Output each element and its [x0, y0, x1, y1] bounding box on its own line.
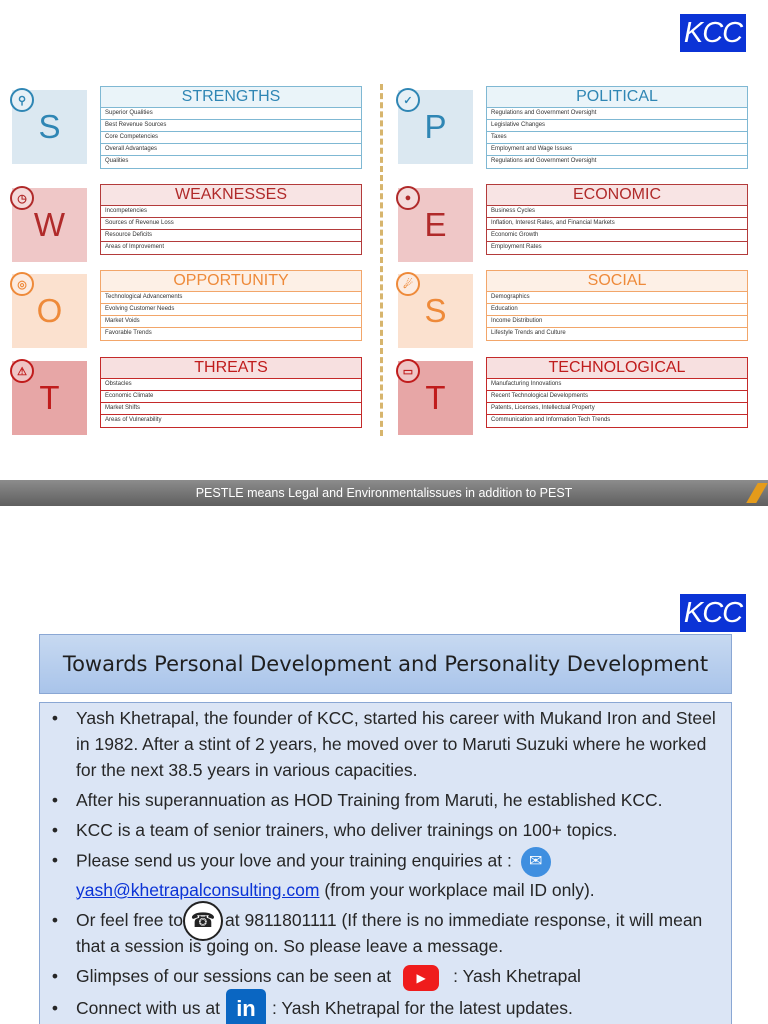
list-item: • Yash Khetrapal, the founder of KCC, started his career with Mukand Iron and Steel in 1982. After a stint of 2 years, he moved over to Maruti Suzuki where he worked for the next 38.5 years in various capacities.	[51, 708, 716, 780]
table-row: Overall Advantages	[101, 144, 361, 156]
target-icon: ◎	[10, 272, 34, 296]
table-row: Income Distribution	[487, 316, 747, 328]
linkedin-icon[interactable]: in	[226, 989, 266, 1024]
kcc-logo: KCC	[680, 594, 746, 632]
weaknesses-table	[100, 184, 362, 255]
table-row: Manufacturing Innovations	[487, 379, 747, 391]
bullet-list	[40, 703, 731, 1021]
about-slide	[0, 506, 768, 1024]
table-row: Lifestyle Trends and Culture	[491, 330, 566, 336]
trophy-icon: ⚲	[10, 88, 34, 112]
list-item: • Or feel free to ☎ at 9811801111 (If there is no immediate response, it will mean that a session is going on. So please leave a message.	[46, 907, 723, 959]
swot-pest-slide	[0, 0, 768, 506]
footer-bar	[0, 480, 768, 506]
table-row: Areas of Improvement	[105, 244, 165, 250]
table-row: Obstacles	[101, 379, 361, 391]
table-row: Demographics	[487, 292, 747, 304]
political-title: POLITICAL	[487, 87, 747, 108]
table-row: Economic Growth	[487, 230, 747, 242]
social-block	[398, 270, 750, 352]
warning-icon: ⚠	[10, 359, 34, 383]
email-link[interactable]: yash@khetrapalconsulting.com	[76, 880, 320, 900]
youtube-icon[interactable]: ▶	[403, 965, 439, 991]
opportunity-table	[100, 270, 362, 341]
table-row: Best Revenue Sources	[101, 120, 361, 132]
kcc-logo: KCC	[680, 14, 746, 52]
weaknesses-block	[12, 184, 364, 266]
table-row: Regulations and Government Oversight	[491, 158, 597, 164]
technological-table	[486, 357, 748, 428]
technological-title: TECHNOLOGICAL	[487, 358, 747, 379]
check-shield-icon: ✓	[396, 88, 420, 112]
phone-icon[interactable]: ☎	[183, 901, 223, 941]
technological-block	[398, 357, 750, 439]
footer-accent	[746, 483, 768, 503]
table-row: Qualities	[105, 158, 129, 164]
table-row: Employment Rates	[491, 244, 542, 250]
table-row: Sources of Revenue Loss	[101, 218, 361, 230]
threats-table	[100, 357, 362, 428]
social-table	[486, 270, 748, 341]
monitor-icon: ▭	[396, 359, 420, 383]
political-block	[398, 86, 750, 168]
table-row: Superior Qualities	[101, 108, 361, 120]
political-letter: P ✓	[398, 90, 473, 164]
table-row: Patents, Licenses, Intellectual Property	[487, 403, 747, 415]
table-row: Recent Technological Developments	[487, 391, 747, 403]
threats-letter: T ⚠	[12, 361, 87, 435]
social-letter: S ☄	[398, 274, 473, 348]
clock-icon: ◷	[10, 186, 34, 210]
list-item: • Connect with us at in : Yash Khetrapal for the latest updates.	[46, 995, 723, 1021]
economic-table	[486, 184, 748, 255]
coins-icon: ●	[396, 186, 420, 210]
list-item: • KCC is a team of senior trainers, who deliver trainings on 100+ topics.	[51, 820, 618, 840]
social-title: SOCIAL	[487, 271, 747, 292]
political-table	[486, 86, 748, 169]
list-item: • After his superannuation as HOD Training from Maruti, he established KCC.	[51, 790, 663, 810]
table-row: Technological Advancements	[101, 292, 361, 304]
strengths-block	[12, 86, 364, 168]
column-divider	[380, 84, 383, 436]
table-row: Regulations and Government Oversight	[487, 108, 747, 120]
economic-title: ECONOMIC	[487, 185, 747, 206]
slide-title: Towards Personal Development and Personality Development	[39, 634, 732, 694]
opportunity-title: OPPORTUNITY	[101, 271, 361, 292]
weaknesses-title: WEAKNESSES	[101, 185, 361, 206]
strengths-title: STRENGTHS	[101, 87, 361, 108]
list-item: • Glimpses of our sessions can be seen at ▶ : Yash Khetrapal	[46, 963, 723, 990]
table-row: Economic Climate	[101, 391, 361, 403]
list-item: • Please send us your love and your training enquiries at : ✉ yash@khetrapalconsulting.com (from your workplace mail ID only).	[46, 847, 723, 903]
table-row: Favorable Trends	[105, 330, 152, 336]
strengths-table	[100, 86, 362, 169]
bullet-panel	[39, 702, 732, 1024]
table-row: Legislative Changes	[487, 120, 747, 132]
table-row: Resource Deficits	[101, 230, 361, 242]
table-row: Taxes	[487, 132, 747, 144]
weaknesses-letter: W ◷	[12, 188, 87, 262]
table-row: Business Cycles	[487, 206, 747, 218]
network-icon: ☄	[396, 272, 420, 296]
table-row: Market Shifts	[101, 403, 361, 415]
table-row: Evolving Customer Needs	[101, 304, 361, 316]
opportunity-block	[12, 270, 364, 352]
table-row: Core Competencies	[101, 132, 361, 144]
table-row: Market Voids	[101, 316, 361, 328]
table-row: Education	[487, 304, 747, 316]
technological-letter: T ▭	[398, 361, 473, 435]
table-row: Areas of Vulnerability	[105, 417, 162, 423]
table-row: Communication and Information Tech Trends	[491, 417, 611, 423]
footer-text: PESTLE means Legal and Environmentalissues in addition to PEST	[195, 486, 573, 500]
threats-block	[12, 357, 364, 439]
table-row: Employment and Wage Issues	[487, 144, 747, 156]
economic-letter: E ●	[398, 188, 473, 262]
opportunity-letter: O ◎	[12, 274, 87, 348]
mail-icon[interactable]: ✉	[521, 847, 551, 877]
table-row: Incompetencies	[101, 206, 361, 218]
strengths-letter: S ⚲	[12, 90, 87, 164]
table-row: Inflation, Interest Rates, and Financial Markets	[487, 218, 747, 230]
economic-block	[398, 184, 750, 266]
threats-title: THREATS	[101, 358, 361, 379]
